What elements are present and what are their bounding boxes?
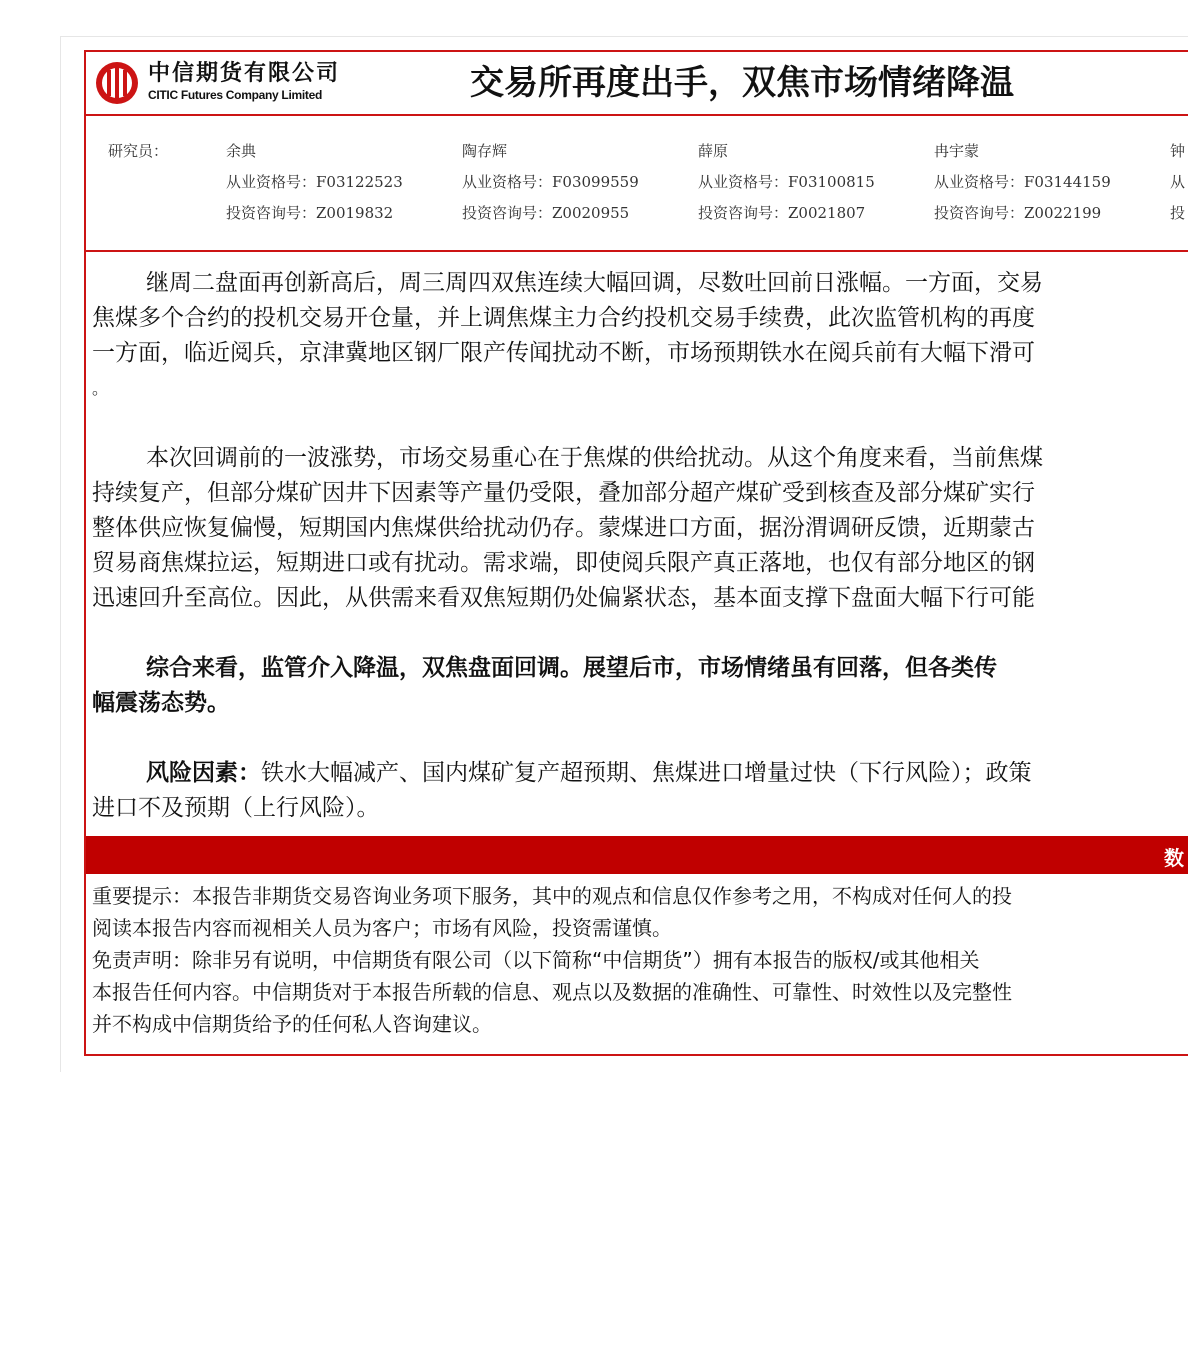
analyst-entry — [934, 140, 1111, 233]
disclaimer-line: 并不构成中信期货给予的任何私人咨询建议。 — [92, 1012, 492, 1036]
citic-logo-icon — [94, 60, 140, 106]
text-line: 迅速回升至高位。因此，从供需来看双焦短期仍处偏紧状态，基本面支撑下盘面大幅下行可能 — [92, 585, 1035, 611]
analyst-entry — [462, 140, 639, 233]
analyst-name: 钟 — [1170, 142, 1186, 160]
paragraph-summary — [92, 651, 1188, 721]
text-line: 整体供应恢复偏慢，短期国内焦煤供给扰动仍存。蒙煤进口方面，据汾渭调研反馈，近期蒙古 — [92, 515, 1035, 541]
analyst-consult: 投资咨询号：Z0021807 — [698, 204, 866, 222]
disclaimer-section — [92, 880, 1188, 1040]
analyst-entry — [226, 140, 403, 233]
text-line: 继周二盘面再创新高后，周三周四双焦连续大幅回调，尽数吐回前日涨幅。一方面，交易 — [146, 270, 1043, 296]
text-line: 贸易商焦煤拉运，短期进口或有扰动。需求端，即使阅兵限产真正落地，也仅有部分地区的钢 — [92, 550, 1035, 576]
risk-label: 风险因素： — [146, 760, 261, 786]
text-line: 。 — [92, 379, 109, 398]
disclaimer-line: 免责声明：除非另有说明，中信期货有限公司（以下简称“中信期货”）拥有本报告的版权/或其他相关 — [92, 948, 980, 972]
analyst-entry — [698, 140, 875, 233]
analyst-section — [86, 116, 1188, 252]
report-header — [86, 52, 1188, 116]
text-line — [92, 756, 1188, 791]
report-body — [92, 266, 1188, 861]
section-banner — [86, 836, 1188, 874]
paragraph-market-review — [92, 266, 1188, 406]
analyst-cert: 从业资格号：F03100815 — [698, 173, 875, 191]
text-line: 一方面，临近阅兵，京津冀地区钢厂限产传闻扰动不断，市场预期铁水在阅兵前有大幅下滑可 — [92, 340, 1035, 366]
disclaimer-line: 本报告任何内容。中信期货对于本报告所载的信息、观点以及数据的准确性、可靠性、时效性以及完整性 — [92, 980, 1012, 1004]
analyst-cert: 从业资格号：F03144159 — [934, 173, 1111, 191]
risk-text: 铁水大幅减产、国内煤矿复产超预期、焦煤进口增量过快（下行风险）；政策 — [261, 760, 1032, 786]
analyst-cert: 从业资格号：F03122523 — [226, 173, 403, 191]
report-card — [84, 50, 1188, 1056]
text-line: 本次回调前的一波涨势，市场交易重心在于焦煤的供给扰动。从这个角度来看，当前焦煤 — [146, 445, 1043, 471]
analyst-consult: 投资咨询号：Z0022199 — [934, 204, 1102, 222]
company-name-en: CITIC Futures Company Limited — [148, 88, 322, 102]
analyst-name: 陶存辉 — [462, 142, 508, 160]
text-line: 综合来看，监管介入降温，双焦盘面回调。展望后市，市场情绪虽有回落，但各类传 — [146, 655, 997, 681]
disclaimer-line: 重要提示：本报告非期货交易咨询业务项下服务，其中的观点和信息仅作参考之用，不构成对任何人的投 — [92, 884, 1012, 908]
company-name-cn: 中信期货有限公司 — [148, 60, 341, 86]
text-line: 焦煤多个合约的投机交易开仓量，并上调焦煤主力合约投机交易手续费，此次监管机构的再度 — [92, 305, 1035, 331]
report-title: 交易所再度出手，双焦市场情绪降温 — [470, 63, 1014, 103]
paragraph-risk-factors — [92, 756, 1188, 826]
analyst-entry — [1170, 140, 1185, 233]
banner-text: 数 — [1164, 846, 1184, 870]
text-line: 幅震荡态势。 — [92, 690, 230, 716]
analyst-consult: 投资咨询号：Z0020955 — [462, 204, 630, 222]
text-line: 进口不及预期（上行风险）。 — [92, 795, 380, 821]
analyst-name: 冉宇蒙 — [934, 142, 980, 160]
analyst-label: 研究员： — [108, 142, 169, 160]
analyst-cert: 从业资格号：F03099559 — [462, 173, 639, 191]
disclaimer-line: 阅读本报告内容而视相关人员为客户；市场有风险，投资需谨慎。 — [92, 916, 672, 940]
analyst-consult: 投资咨询号：Z0019832 — [226, 204, 394, 222]
paragraph-supply-analysis — [92, 441, 1188, 616]
analyst-name: 余典 — [226, 142, 257, 160]
analyst-name: 薛原 — [698, 142, 729, 160]
analyst-consult: 投 — [1170, 204, 1186, 222]
analyst-cert: 从 — [1170, 173, 1186, 191]
text-line: 持续复产，但部分煤矿因井下因素等产量仍受限，叠加部分超产煤矿受到核查及部分煤矿实行 — [92, 480, 1035, 506]
